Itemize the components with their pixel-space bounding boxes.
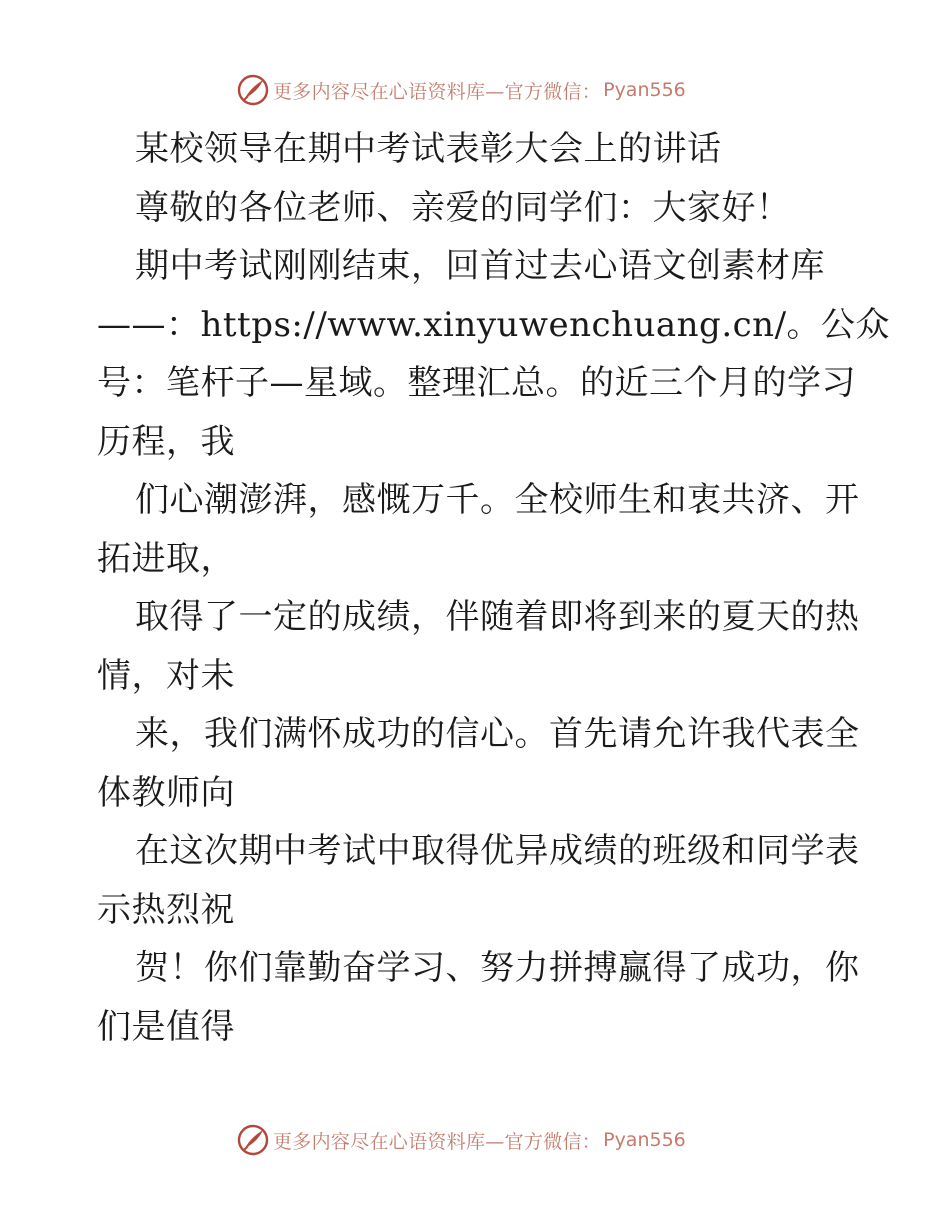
footer-wechat-id: Pyan556 bbox=[603, 1129, 686, 1151]
paragraph-line: 历程，我 bbox=[97, 421, 235, 462]
footer-banner bbox=[236, 1123, 686, 1157]
quill-pen-logo-icon bbox=[236, 73, 270, 107]
paragraph-line: 们心潮澎湃，感慨万千。全校师生和衷共济、开 bbox=[135, 480, 860, 520]
quill-pen-logo-icon bbox=[236, 1123, 270, 1157]
header-wechat-id: Pyan556 bbox=[603, 79, 686, 101]
paragraph-line-with-url: ——：https://www.xinyuwenchuang.cn/。公众 bbox=[97, 304, 891, 345]
paragraph-line: 号：笔杆子—星域。整理汇总。的近三个月的学习 bbox=[97, 363, 856, 403]
paragraph-line: 期中考试刚刚结束，回首过去心语文创素材库 bbox=[135, 246, 825, 286]
paragraph-line: 体教师向 bbox=[97, 772, 235, 813]
header-banner-text: 更多内容尽在心语资料库—官方微信： bbox=[273, 80, 602, 103]
paragraph-line: 示热烈祝 bbox=[97, 889, 235, 930]
paragraph-line: 们是值得 bbox=[97, 1006, 235, 1047]
footer-banner-text: 更多内容尽在心语资料库—官方微信： bbox=[273, 1130, 602, 1153]
paragraph-line: 来，我们满怀成功的信心。首先请允许我代表全 bbox=[135, 714, 860, 754]
paragraph-line: 情，对未 bbox=[97, 655, 235, 696]
document-body bbox=[97, 120, 891, 1056]
paragraph-line: 拓进取， bbox=[97, 538, 235, 579]
document-title: 某校领导在期中考试表彰大会上的讲话 bbox=[135, 129, 722, 169]
header-banner bbox=[236, 73, 686, 107]
paragraph-line: 取得了一定的成绩，伴随着即将到来的夏天的热 bbox=[135, 597, 860, 637]
paragraph-line: 贺！你们靠勤奋学习、努力拼搏赢得了成功，你 bbox=[135, 948, 860, 988]
greeting-line: 尊敬的各位老师、亲爱的同学们：大家好！ bbox=[135, 187, 791, 228]
paragraph-line: 在这次期中考试中取得优异成绩的班级和同学表 bbox=[135, 831, 860, 871]
